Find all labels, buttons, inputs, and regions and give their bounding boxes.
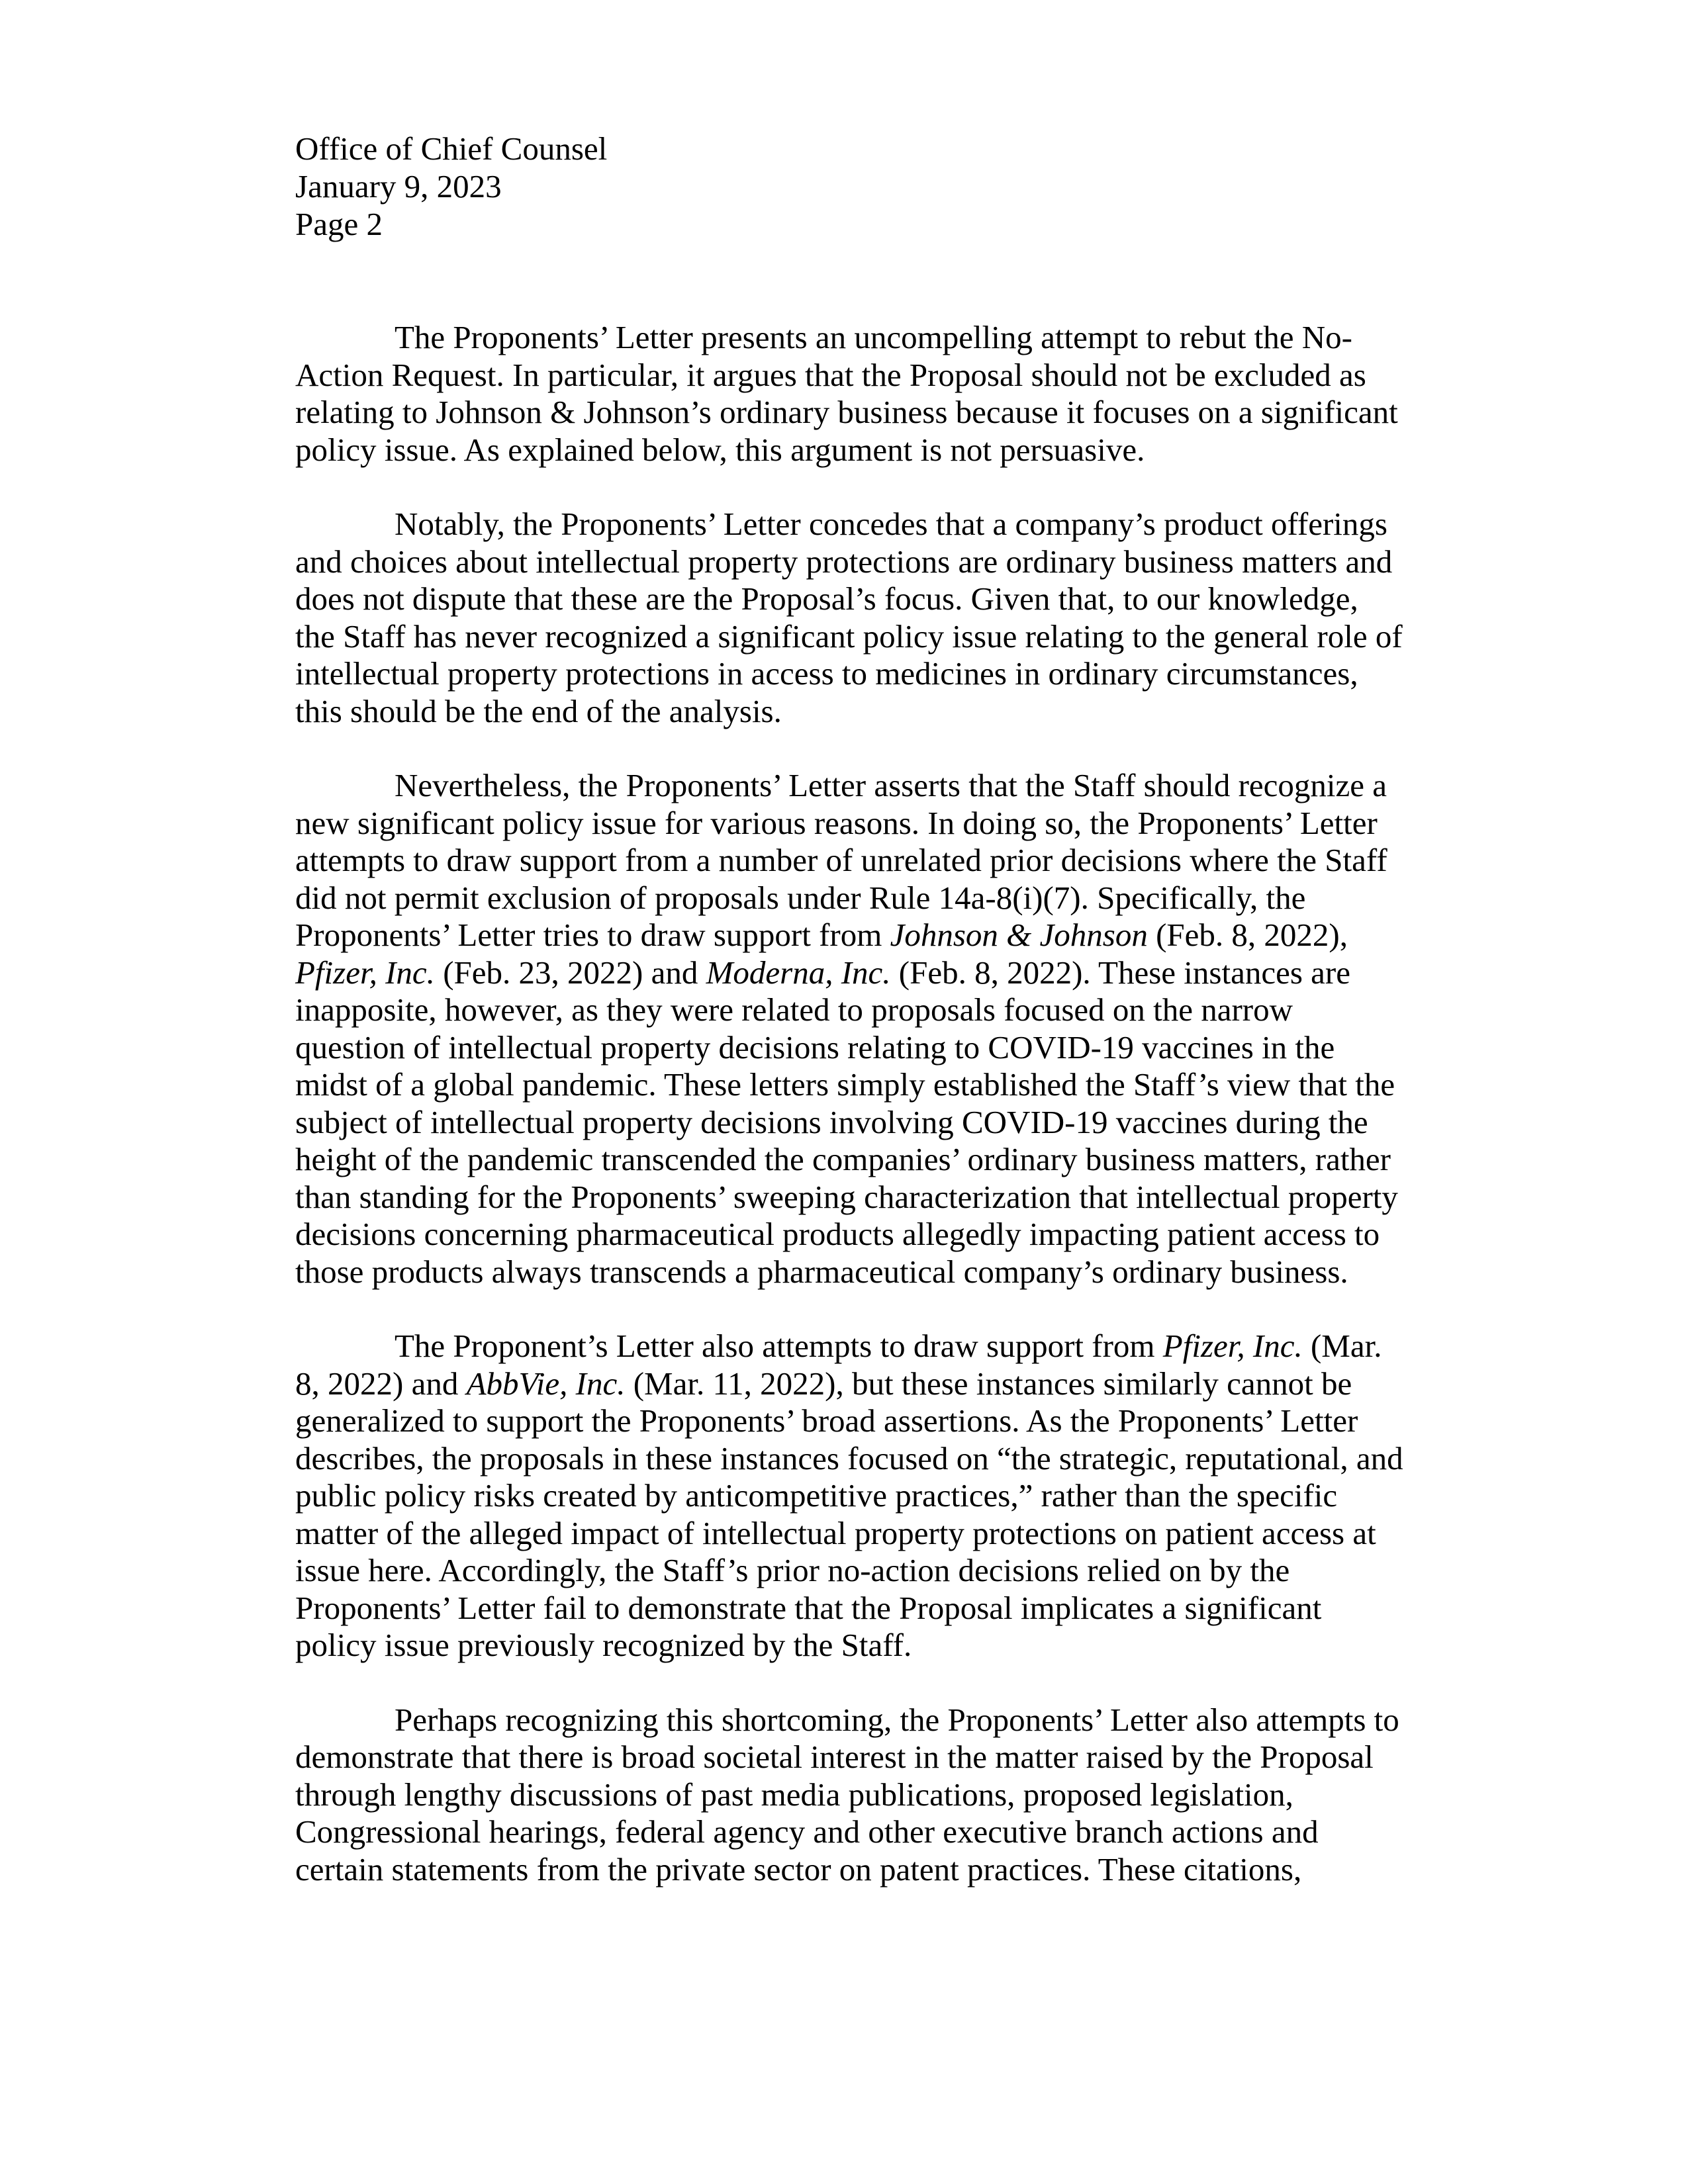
header-page-number: Page 2	[295, 206, 383, 242]
text-line: describes, the proposals in these instances focused on “the strategic, reputational, and	[295, 1439, 1403, 1477]
text-line: did not permit exclusion of proposals under Rule 14a-8(i)(7). Specifically, the	[295, 879, 1306, 916]
text-line: matter of the alleged impact of intellectual property protections on patient access at	[295, 1514, 1376, 1551]
text-line: issue here. Accordingly, the Staff’s prior no-action decisions relied on by the	[295, 1552, 1290, 1588]
text-line: subject of intellectual property decisions involving COVID-19 vaccines during the	[295, 1103, 1368, 1140]
paragraph	[295, 319, 1421, 469]
text-line: public policy risks created by anticompetitive practices,” rather than the specific	[295, 1477, 1338, 1514]
paragraph	[295, 1702, 1421, 1889]
text-line: inapposite, however, as they were related to proposals focused on the narrow	[295, 991, 1293, 1028]
text-line: does not dispute that these are the Proposal’s focus. Given that, to our knowledge,	[295, 580, 1358, 617]
text-line: policy issue. As explained below, this argument is not persuasive.	[295, 431, 1145, 468]
text-line: certain statements from the private sector on patent practices. These citations,	[295, 1850, 1302, 1888]
text-line: demonstrate that there is broad societal interest in the matter raised by the Proposal	[295, 1739, 1374, 1775]
text-line: intellectual property protections in access to medicines in ordinary circumstances,	[295, 655, 1358, 692]
text-line: and choices about intellectual property protections are ordinary business matters and	[295, 543, 1393, 580]
case-citation: Johnson & Johnson	[890, 917, 1148, 953]
paragraph	[295, 1328, 1421, 1664]
text-line: through lengthy discussions of past media publications, proposed legislation,	[295, 1776, 1293, 1813]
case-citation: Pfizer, Inc.	[1162, 1328, 1303, 1364]
text-line: Action Request. In particular, it argues that the Proposal should not be excluded as	[295, 356, 1366, 393]
text-line: The Proponent’s Letter also attempts to draw support from Pfizer, Inc. (Mar.	[395, 1328, 1382, 1364]
text-line: relating to Johnson & Johnson’s ordinary business because it focuses on a significant	[295, 394, 1398, 430]
paragraph	[295, 506, 1421, 730]
header-office: Office of Chief Counsel	[295, 130, 608, 167]
text-line: than standing for the Proponents’ sweeping characterization that intellectual property	[295, 1178, 1398, 1215]
letter-header	[295, 130, 607, 243]
text-line: generalized to support the Proponents’ broad assertions. As the Proponents’ Letter	[295, 1402, 1358, 1439]
case-citation: Moderna, Inc.	[706, 954, 891, 991]
text-line: 8, 2022) and AbbVie, Inc. (Mar. 11, 2022), but these instances similarly cannot be	[295, 1365, 1352, 1402]
case-citation: Pfizer, Inc.	[295, 954, 435, 991]
text-line: the Staff has never recognized a significant policy issue relating to the general role of	[295, 617, 1403, 655]
text-line: The Proponents’ Letter presents an uncompelling attempt to rebut the No-	[395, 319, 1352, 355]
text-line: those products always transcends a pharmaceutical company’s ordinary business.	[295, 1253, 1348, 1290]
text-line: midst of a global pandemic. These letters simply established the Staff’s view that the	[295, 1066, 1395, 1103]
text-line: decisions concerning pharmaceutical products allegedly impacting patient access to	[295, 1216, 1380, 1252]
paragraph	[295, 767, 1421, 1291]
text-line: Proponents’ Letter tries to draw support from Johnson & Johnson (Feb. 8, 2022),	[295, 917, 1348, 953]
text-line: Proponents’ Letter fail to demonstrate that the Proposal implicates a significant	[295, 1589, 1322, 1626]
text-line: attempts to draw support from a number of unrelated prior decisions where the Staff	[295, 842, 1387, 878]
text-line: new significant policy issue for various reasons. In doing so, the Proponents’ Letter	[295, 804, 1378, 841]
text-line: Perhaps recognizing this shortcoming, the Proponents’ Letter also attempts to	[395, 1701, 1399, 1738]
text-line: height of the pandemic transcended the companies’ ordinary business matters, rather	[295, 1141, 1391, 1177]
text-line: this should be the end of the analysis.	[295, 692, 782, 729]
text-line: question of intellectual property decisions relating to COVID-19 vaccines in the	[295, 1028, 1335, 1066]
text-line: Nevertheless, the Proponents’ Letter asserts that the Staff should recognize a	[395, 767, 1387, 803]
text-line: Congressional hearings, federal agency and other executive branch actions and	[295, 1813, 1319, 1850]
text-line: policy issue previously recognized by the Staff.	[295, 1627, 912, 1663]
letter-body	[295, 319, 1421, 1925]
header-date: January 9, 2023	[295, 168, 502, 205]
text-line: Notably, the Proponents’ Letter concedes that a company’s product offerings	[395, 506, 1387, 542]
text-line: Pfizer, Inc. (Feb. 23, 2022) and Moderna, Inc. (Feb. 8, 2022). These instances are	[295, 954, 1350, 991]
case-citation: AbbVie, Inc.	[466, 1365, 626, 1402]
